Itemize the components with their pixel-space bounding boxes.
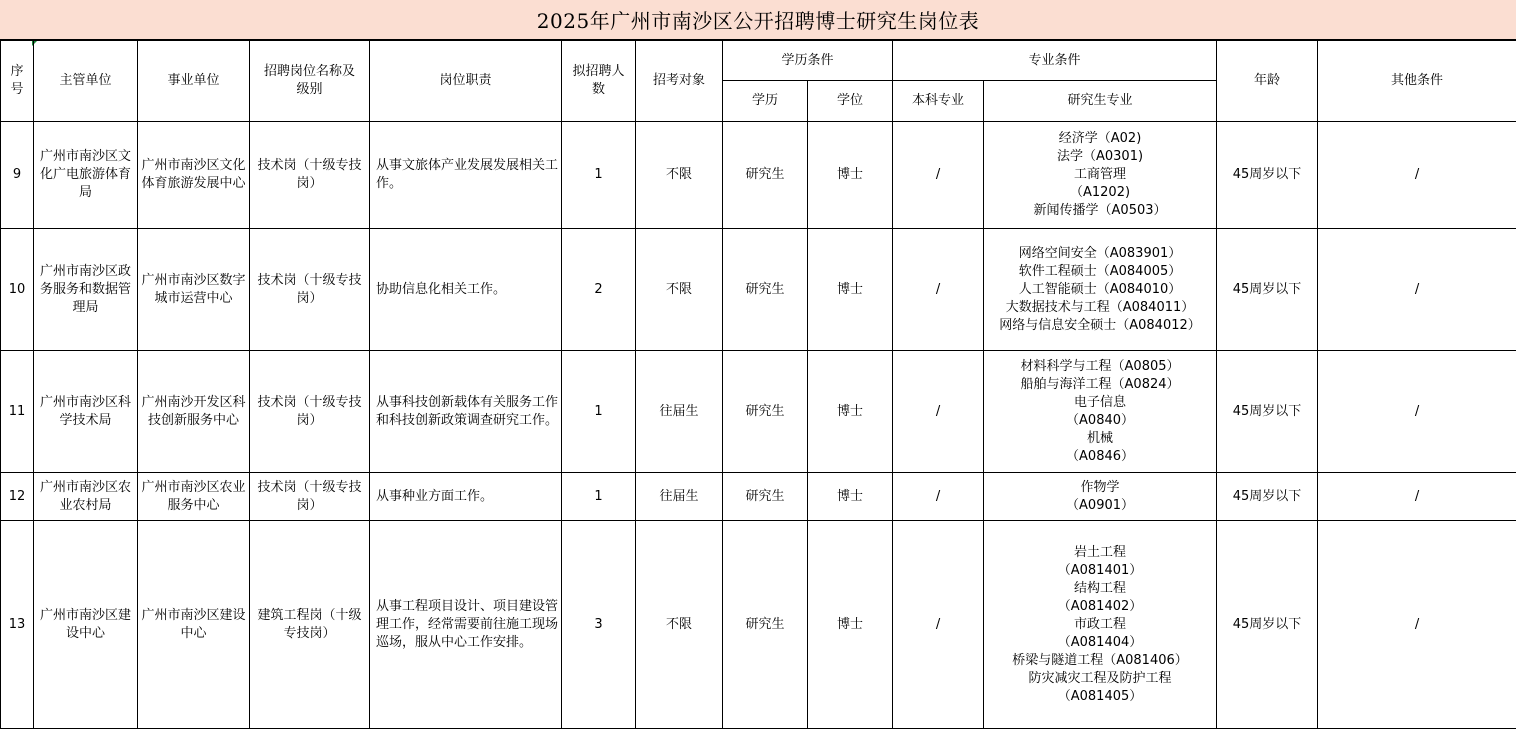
cell-bachelor-major: /	[893, 351, 984, 473]
cell-count: 1	[562, 122, 636, 229]
header-duty: 岗位职责	[370, 41, 562, 122]
grad-major-line: （A081402）	[1057, 598, 1143, 614]
cell-count: 1	[562, 473, 636, 521]
grad-major-line: （A0901）	[1066, 497, 1135, 513]
cell-target: 不限	[636, 229, 723, 351]
cell-post: 技术岗（十级专技岗）	[250, 351, 370, 473]
cell-grad-major	[984, 122, 1217, 229]
cell-age: 45周岁以下	[1217, 229, 1318, 351]
cell-age: 45周岁以下	[1217, 122, 1318, 229]
header-age: 年龄	[1217, 41, 1318, 122]
cell-grad-major	[984, 229, 1217, 351]
grad-major-line: 网络空间安全（A083901）	[1018, 245, 1182, 261]
header-count: 拟招聘人数	[562, 41, 636, 122]
cell-bachelor-major: /	[893, 122, 984, 229]
grad-major-line: （A081401）	[1057, 562, 1143, 578]
cell-seq: 13	[1, 521, 34, 729]
cell-count: 1	[562, 351, 636, 473]
table-row	[1, 122, 1516, 229]
header-edu-group: 学历条件	[723, 41, 893, 81]
cell-edu: 研究生	[723, 229, 808, 351]
cell-dept: 广州市南沙区科学技术局	[34, 351, 138, 473]
cell-unit: 广州南沙开发区科技创新服务中心	[138, 351, 250, 473]
cell-degree: 博士	[808, 351, 893, 473]
cell-degree: 博士	[808, 229, 893, 351]
cell-unit: 广州市南沙区农业服务中心	[138, 473, 250, 521]
header-target: 招考对象	[636, 41, 723, 122]
cell-bachelor-major: /	[893, 473, 984, 521]
grad-major-line: （A081404）	[1057, 634, 1143, 650]
cell-duty: 从事文旅体产业发展发展相关工作。	[370, 122, 562, 229]
cell-dept: 广州市南沙区政务服务和数据管理局	[34, 229, 138, 351]
cell-edu: 研究生	[723, 351, 808, 473]
grad-major-line: 作物学	[1080, 479, 1120, 495]
cell-post: 技术岗（十级专技岗）	[250, 122, 370, 229]
cell-other: /	[1318, 351, 1516, 473]
grad-major-line: 岩土工程	[1074, 544, 1127, 560]
cell-grad-major	[984, 473, 1217, 521]
cell-post: 技术岗（十级专技岗）	[250, 229, 370, 351]
grad-major-line: （A0846）	[1066, 448, 1135, 464]
cell-target: 往届生	[636, 473, 723, 521]
cell-edu: 研究生	[723, 122, 808, 229]
grad-major-line: 机械	[1087, 430, 1114, 446]
grad-major-line: 法学（A0301)	[1056, 149, 1144, 164]
grad-major-line: （A0840）	[1066, 412, 1135, 428]
grad-major-line: 电子信息	[1074, 394, 1127, 410]
cell-duty: 从事科技创新载体有关服务工作和科技创新政策调查研究工作。	[370, 351, 562, 473]
table-header	[1, 41, 1516, 122]
cell-dept: 广州市南沙区农业农村局	[34, 473, 138, 521]
header-major-group: 专业条件	[893, 41, 1217, 81]
cell-degree: 博士	[808, 521, 893, 729]
cell-unit: 广州市南沙区数字城市运营中心	[138, 229, 250, 351]
cell-seq: 10	[1, 229, 34, 351]
header-seq: 序号	[1, 41, 34, 122]
cell-dept: 广州市南沙区建设中心	[34, 521, 138, 729]
cell-unit: 广州市南沙区建设中心	[138, 521, 250, 729]
grad-major-line: 市政工程	[1074, 616, 1127, 632]
cell-bachelor-major: /	[893, 521, 984, 729]
header-dept: 主管单位	[34, 41, 138, 122]
cell-target: 不限	[636, 521, 723, 729]
table-row	[1, 351, 1516, 473]
header-edu: 学历	[723, 81, 808, 122]
header-unit: 事业单位	[138, 41, 250, 122]
grad-major-line: 软件工程硕士（A084005）	[1018, 263, 1182, 279]
grad-major-line: 经济学（A02)	[1058, 131, 1142, 146]
cell-post: 建筑工程岗（十级专技岗）	[250, 521, 370, 729]
grad-major-line: （A081405）	[1057, 688, 1143, 704]
header-degree: 学位	[808, 81, 893, 122]
cell-unit: 广州市南沙区文化体育旅游发展中心	[138, 122, 250, 229]
cell-degree: 博士	[808, 122, 893, 229]
grad-major-line: 船舶与海洋工程（A0824）	[1020, 376, 1180, 392]
cell-target: 不限	[636, 122, 723, 229]
cell-seq: 11	[1, 351, 34, 473]
grad-major-line: 材料科学与工程（A0805）	[1020, 358, 1180, 374]
grad-major-line: 大数据技术与工程（A084011）	[1005, 299, 1195, 315]
header-bachelor-major: 本科专业	[893, 81, 984, 122]
cell-other: /	[1318, 229, 1516, 351]
cell-degree: 博士	[808, 473, 893, 521]
table-row	[1, 473, 1516, 521]
table-title: 2025年广州市南沙区公开招聘博士研究生岗位表	[0, 0, 1516, 40]
table-row	[1, 229, 1516, 351]
table-body	[1, 122, 1516, 729]
grad-major-line: 网络与信息安全硕士（A084012）	[999, 317, 1201, 333]
cell-grad-major	[984, 351, 1217, 473]
cell-seq: 9	[1, 122, 34, 229]
cell-other: /	[1318, 122, 1516, 229]
cell-target: 往届生	[636, 351, 723, 473]
cell-count: 2	[562, 229, 636, 351]
cell-other: /	[1318, 473, 1516, 521]
cell-other: /	[1318, 521, 1516, 729]
cell-count: 3	[562, 521, 636, 729]
grad-major-line: 新闻传播学（A0503）	[1033, 203, 1167, 218]
cell-edu: 研究生	[723, 521, 808, 729]
grad-major-line: 工商管理	[1074, 167, 1127, 182]
cell-post: 技术岗（十级专技岗）	[250, 473, 370, 521]
cell-duty: 从事种业方面工作。	[370, 473, 562, 521]
cell-edu: 研究生	[723, 473, 808, 521]
grad-major-line: 人工智能硕士（A084010）	[1018, 281, 1182, 297]
header-post: 招聘岗位名称及级别	[250, 41, 370, 122]
table-row	[1, 521, 1516, 729]
cell-dept: 广州市南沙区文化广电旅游体育局	[34, 122, 138, 229]
cell-duty: 从事工程项目设计、项目建设管理工作，经常需要前往施工现场巡场，服从中心工作安排。	[370, 521, 562, 729]
cell-grad-major	[984, 521, 1217, 729]
cell-seq: 12	[1, 473, 34, 521]
cell-duty: 协助信息化相关工作。	[370, 229, 562, 351]
header-grad-major: 研究生专业	[984, 81, 1217, 122]
grad-major-line: （A1202)	[1069, 185, 1131, 200]
grad-major-line: 防灾减灾工程及防护工程	[1028, 670, 1172, 686]
header-other: 其他条件	[1318, 41, 1516, 122]
grad-major-line: 结构工程	[1074, 580, 1127, 596]
cell-age: 45周岁以下	[1217, 473, 1318, 521]
recruitment-table	[0, 40, 1516, 729]
cell-bachelor-major: /	[893, 229, 984, 351]
cell-age: 45周岁以下	[1217, 351, 1318, 473]
grad-major-line: 桥梁与隧道工程（A081406）	[1012, 652, 1188, 668]
cell-age: 45周岁以下	[1217, 521, 1318, 729]
